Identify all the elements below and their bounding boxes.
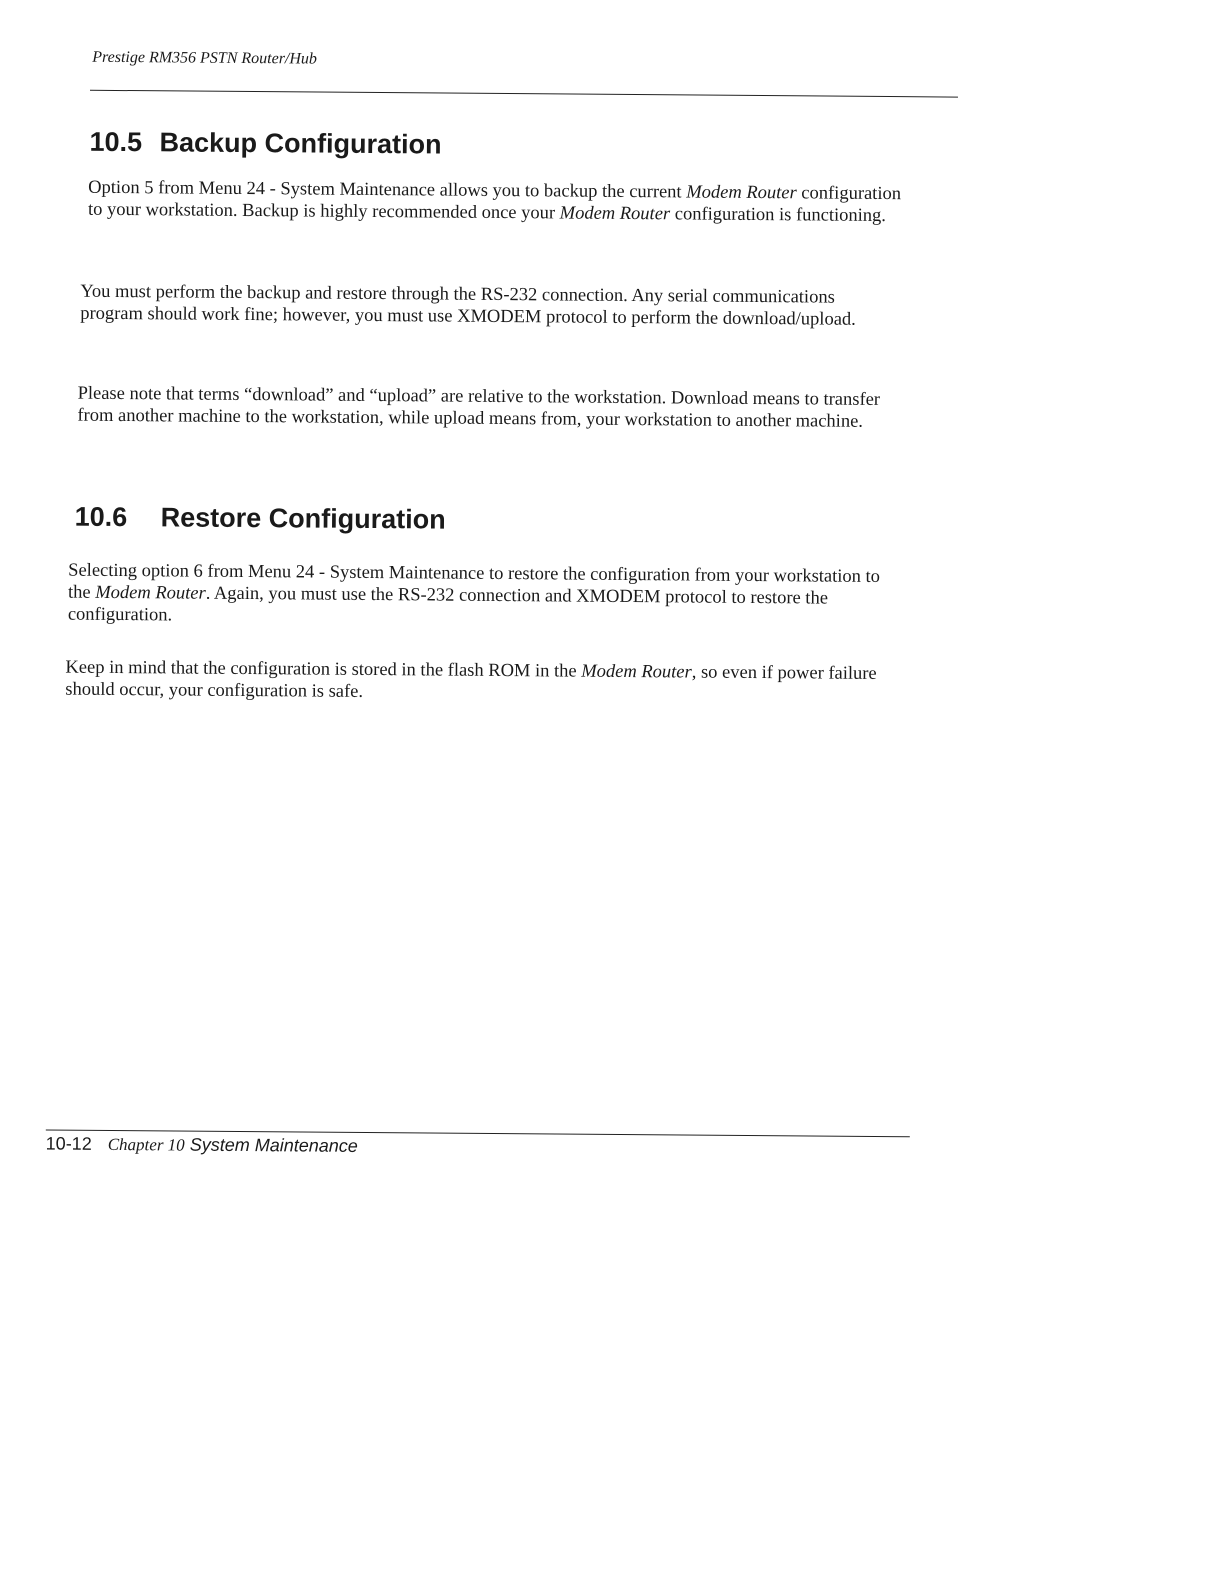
- section-heading-10-5: [89, 127, 441, 161]
- page-footer: [46, 1133, 358, 1156]
- page-number: 10-12: [45, 1133, 92, 1154]
- product-name: Modem Router: [686, 182, 797, 204]
- chapter-title: System Maintenance: [189, 1134, 358, 1156]
- paragraph-restore-intro: [68, 560, 888, 632]
- chapter-label: Chapter 10: [107, 1134, 185, 1155]
- section-number: 10.5: [89, 126, 143, 158]
- paragraph-rs232: You must perform the backup and restore through the RS-232 connection. Any serial communications program should work fine; however, you must use XMODEM protocol to perform the download/upload.: [80, 281, 856, 330]
- paragraph-flash-rom: [65, 657, 885, 707]
- text-run: Option 5 from Menu 24 - System Maintenance allows you to backup the current: [88, 177, 687, 203]
- text-run: configuration is functioning.: [670, 204, 887, 227]
- section-heading-10-6: [75, 502, 446, 536]
- section-number: 10.6: [74, 501, 128, 533]
- paragraph-backup-intro: [88, 177, 908, 227]
- running-header: Prestige RM356 PSTN Router/Hub: [92, 48, 318, 68]
- section-title: Backup Configuration: [159, 127, 442, 160]
- text-run: . Again, you must use the RS-232 connection and XMODEM protocol to restore the configuration.: [67, 583, 829, 626]
- text-run: Keep in mind that the configuration is stored in the flash ROM in the: [65, 657, 582, 682]
- text-run: Selecting option 6 from Menu 24 - System Maintenance to restore the configuration from your workstation to the: [67, 560, 881, 603]
- product-name: Modem Router: [95, 582, 206, 604]
- paragraph-download-upload: Please note that terms “download” and “upload” are relative to the workstation. Download means to transfer from another machine to the workstation, while upload means from, your workstation to another machine.: [77, 383, 881, 432]
- text-run: , so even if power failure should occur, your configuration is safe.: [65, 662, 877, 702]
- header-rule: [90, 90, 958, 98]
- product-name: Modem Router: [581, 661, 692, 683]
- section-title: Restore Configuration: [160, 502, 446, 535]
- product-name: Modem Router: [559, 203, 671, 225]
- text-run: configuration to your workstation. Backup is highly recommended once your: [87, 183, 902, 224]
